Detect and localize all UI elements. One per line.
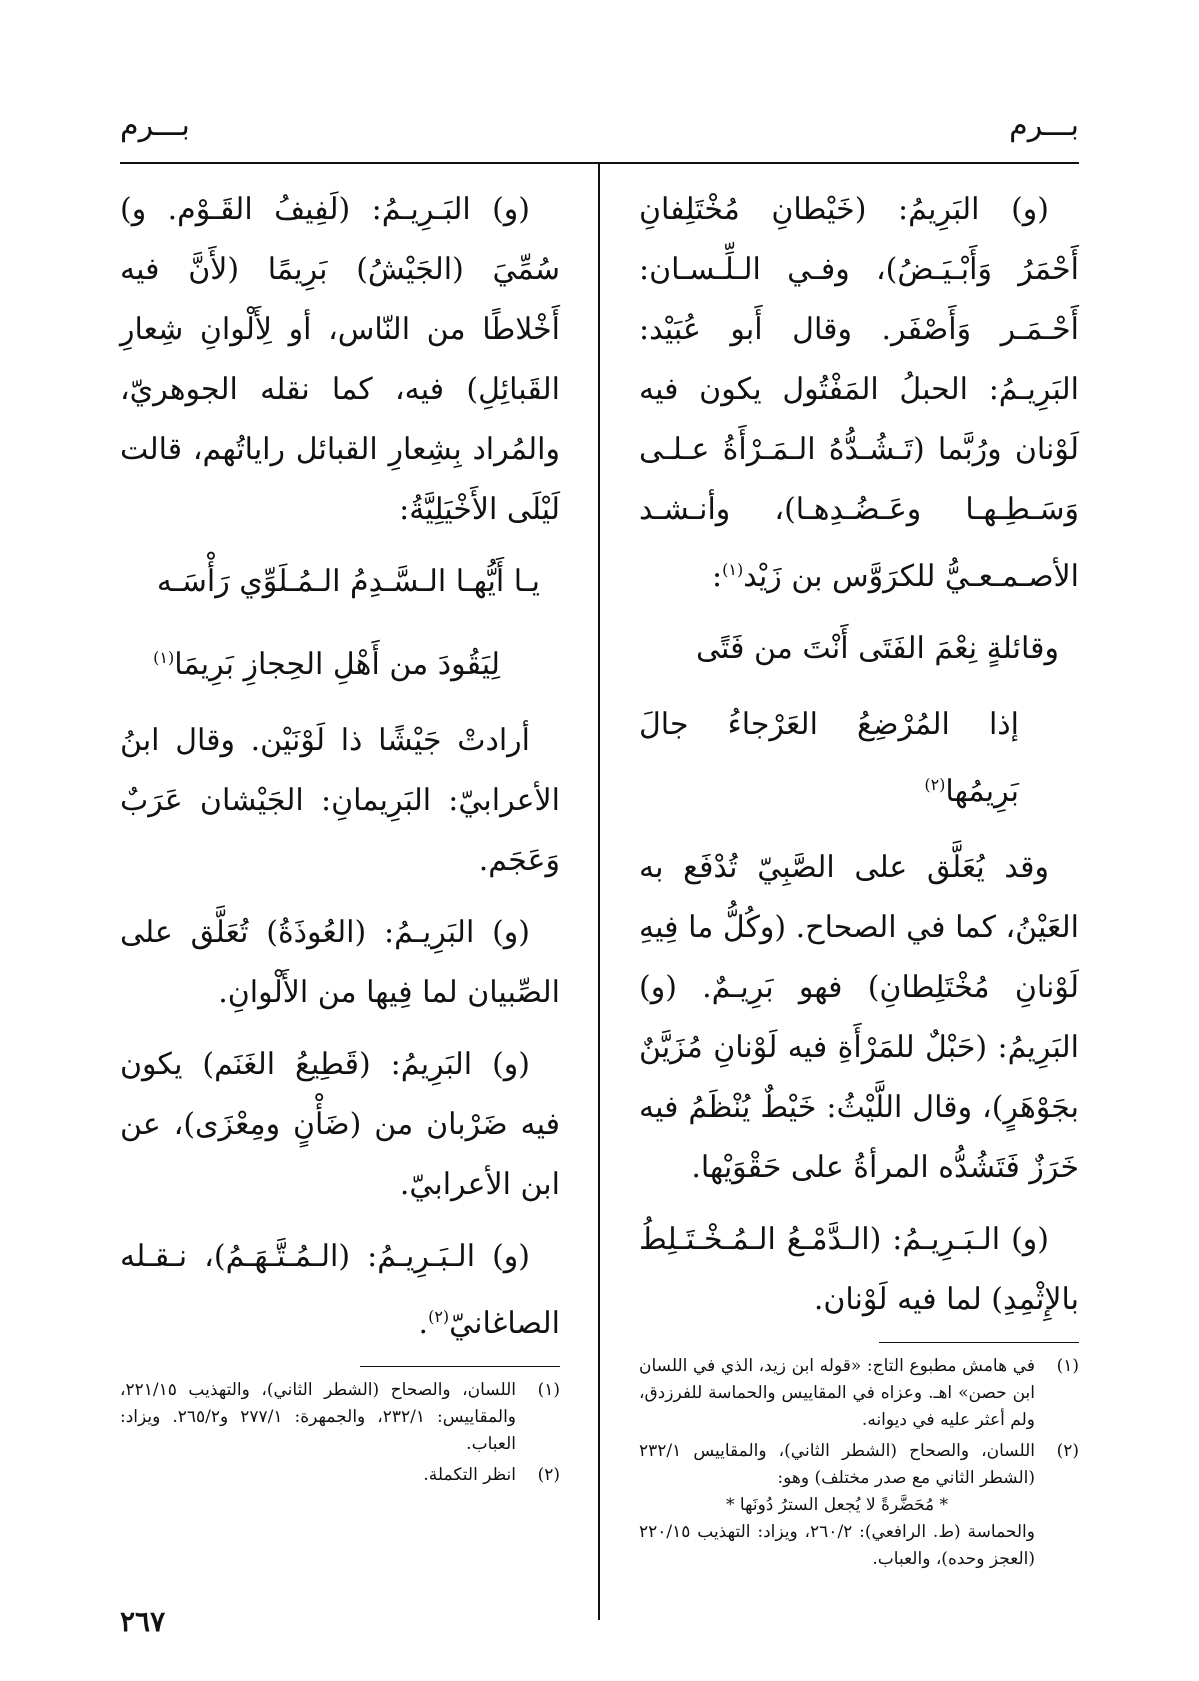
- footnote: [639, 1353, 1079, 1434]
- footnote-number: (٢): [1056, 1441, 1079, 1461]
- header-right-root: بـــرم: [1009, 108, 1079, 143]
- page-number: ٢٦٧: [120, 1605, 166, 1638]
- footnote-text: اللسان، والصحاح (الشطر الثاني)، والتهذيب ٢٢١/١٥، والمقاييس: ٢٣٢/١، والجمهرة: ٢٧٧/١ و٢٦٥/٢. ويزاد: العباب.: [120, 1380, 516, 1454]
- verse-line: يـا أَيُّهـا الـسَّـدِمُ الـمُـلَوِّي رَأْسَـه: [156, 564, 540, 599]
- paragraph: (و) الـبَـرِيـمُ: (الـمُـتَّـهَـمُ)، نـقـله الصاغانيّ$^{(٢)}$.: [120, 1239, 560, 1341]
- footnote-text: في هامش مطبوع التاج: «قوله ابن زيد، الذي في اللسان ابن حصن» اهـ. وعزاه في المقاييس والحماسة للفرزدق، ولم أعثر عليه في ديوانه.: [639, 1356, 1035, 1430]
- running-header: [120, 108, 1079, 148]
- paragraph: (و) البَرِيمُ: (قَطِيعُ الغَنَم) يكون فيه ضَرْبان من (ضَأْنٍ ومِعْزَى)، عن ابن الأعرابيّ.: [120, 1047, 560, 1202]
- left-column: [120, 180, 560, 1493]
- verse-line: وقائلةٍ نِعْمَ الفَتَى أَنْتَ من فَتًى: [696, 631, 1059, 666]
- footnote: [120, 1377, 560, 1458]
- paragraph: (و) البَرِيمُ: (خَيْطانِ مُخْتَلِفانِ أَحْمَرُ وَأَبْـيَـضُ)، وفـي الـلِّـسـان: أَحْـمَـر وَأَصْفَر. وقال أَبو عُبَيْد: البَرِيـمُ: الحبلُ المَفْتُول يكون فيه لَوْنان ورُبَّما (تَـشُـدُّهُ الـمَـرْأَةُ عـلـى وَسَـطِـهـا وعَـضُـدِهـا)، وأنـشـد الأصـمـعـيُّ للكرَوَّس بن زَيْد$^{(١)}$:: [639, 192, 1079, 594]
- paragraph: (و) البَـرِيـمُ: (لَفِيفُ القَـوْم. و) سُمِّيَ (الجَيْشُ) بَرِيمًا (لأَنَّ فيه أَخْلاطًا من النّاس، أو لِأَلْوانِ شِعارِ القَبائِلِ) فيه، كما نقله الجوهريّ، والمُراد بِشِعارِ القبائل راياتُهم، قالت لَيْلَى الأَخْيَلِيَّةُ:: [120, 192, 560, 527]
- right-column: [639, 180, 1079, 1577]
- footnote-ref: (١): [153, 648, 175, 667]
- verse-line: إذا المُرْضِعُ العَرْجاءُ جالَ بَرِيمُها$^{(٢)}$: [639, 707, 1019, 809]
- footnote-number: (١): [1056, 1356, 1079, 1376]
- footnote-ref: (١): [722, 560, 744, 579]
- header-left-root: بـــرم: [120, 108, 190, 143]
- footnote-text: اللسان، والصحاح (الشطر الثاني)، والمقاييس ٢٣٢/١ (الشطر الثاني مع صدر مختلف) وهو: * مُحَضَّرةً لا يُجعل السترُ دُونَها * والحماسة (ط. الرافعي): ٢٦٠/٢، ويزاد: التهذيب ٢٢٠/١٥ (العجز وحده)، والعباب.: [639, 1441, 1035, 1569]
- footnote: [120, 1462, 560, 1489]
- footnote-verse: * مُحَضَّرةً لا يُجعل السترُ دُونَها *: [725, 1495, 949, 1515]
- paragraph: (و) الـبَـرِيـمُ: (الـدَّمْـعُ الـمُـخْـتَـلِطُ بالإِثْمِدِ) لما فيه لَوْنان.: [639, 1222, 1079, 1317]
- paragraph: وقد يُعَلَّق على الصَّبِيّ تُدْفَع به العَيْنُ، كما في الصحاح. (وكُلُّ ما فِيهِ لَوْنانِ مُخْتَلِطانِ) فهو بَرِيـمٌ. (و) البَرِيمُ: (حَبْلٌ للمَرْأَةِ فيه لَوْنانِ مُزَيَّنٌ بجَوْهَرٍ)، وقال اللَّيْثُ: خَيْطٌ يُنْظَمُ فيه خَرَزٌ فَتَشُدُّه المرأةُ على حَقْوَيْها.: [639, 850, 1079, 1185]
- footnote-number: (٢): [537, 1465, 560, 1485]
- footnote-text: انظر التكملة.: [423, 1465, 516, 1485]
- footnote-ref: (٢): [428, 1307, 450, 1326]
- paragraph: (و) البَرِيـمُ: (العُوذَةُ) تُعَلَّق على الصِّبيان لما فِيها من الأَلْوانِ.: [120, 915, 560, 1010]
- footnote-number: (١): [537, 1380, 560, 1400]
- footnote-ref: (٢): [924, 775, 946, 794]
- paragraph: أرادتْ جَيْشًا ذا لَوْنَيْن. وقال ابنُ الأعرابيّ: البَرِيمانِ: الجَيْشان عَرَبٌ وَعَجَم.: [120, 723, 560, 878]
- column-divider: [598, 162, 600, 1620]
- footnote-rule: [879, 1342, 1079, 1343]
- verse-line: لِيَقُودَ من أَهْلِ الحِجازِ بَرِيمَا$^{(١)}$: [153, 647, 500, 682]
- footnote: [639, 1438, 1079, 1573]
- footnote-rule: [360, 1366, 560, 1367]
